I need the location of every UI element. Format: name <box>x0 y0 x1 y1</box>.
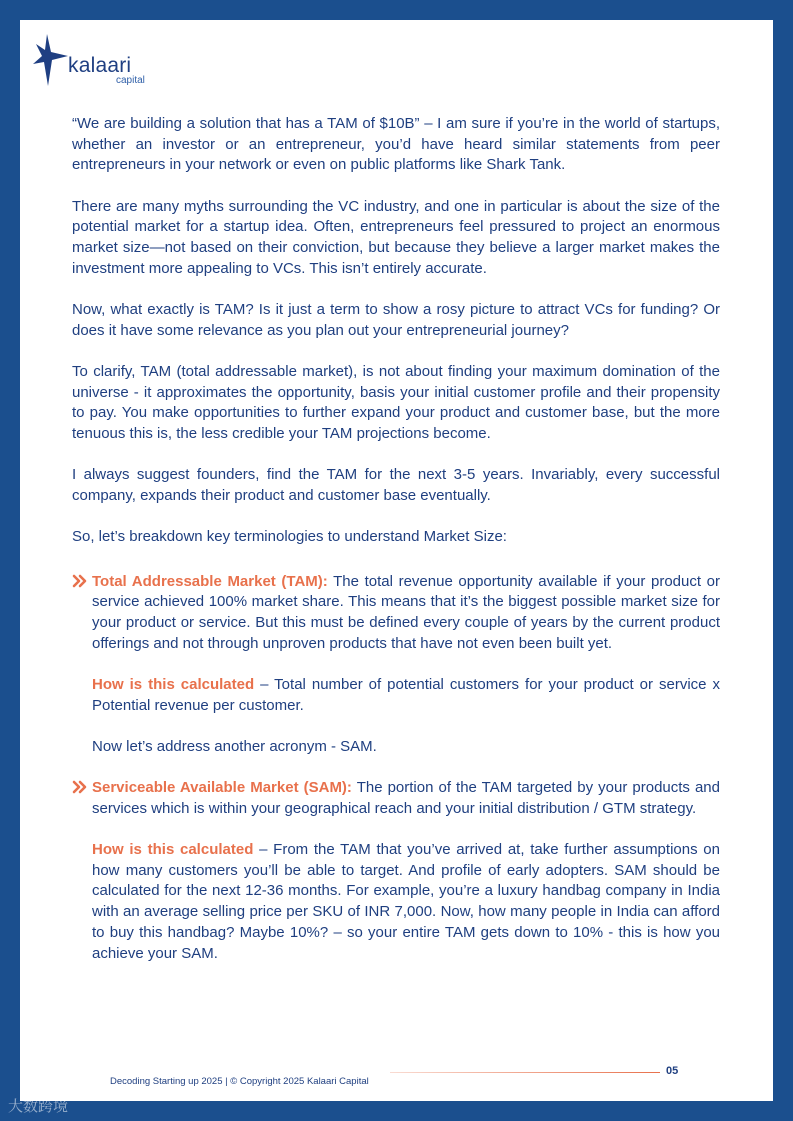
article-body <box>72 114 720 985</box>
paragraph-myths: There are many myths surrounding the VC industry, and one in particular is about the size of the potential market for a startup idea. Often, entrepreneurs feel pressured to project an enormous market size—not based on their conviction, but because they believe a larger market makes the investment more appealing to VCs. This isn’t entirely accurate. <box>72 197 720 277</box>
sam-calc-text: – From the TAM that you’ve arrived at, take further assumptions on how many customers you’ll be able to target. And profile of early adopters. SAM should be calculated for the next 12-36 months. For example, you’re a luxury handbag company in India with an average selling price per SKU of INR 7,000. Now, how many people in India can afford to buy this handbag? Maybe 10%? – so your entire TAM gets down to 10% - this is how you achieve your SAM. <box>92 841 720 962</box>
tam-calc-label: How is this calculated <box>92 676 255 694</box>
double-chevron-icon <box>72 780 88 794</box>
tam-calc-text: – Total number of potential customers for your product or service x Potential revenue per customer. <box>92 676 720 714</box>
sam-definition <box>92 778 720 819</box>
footer-copyright: Decoding Starting up 2025 | © Copyright 2025 Kalaari Capital <box>110 1076 369 1087</box>
star-logo-icon <box>32 32 72 88</box>
paragraph-intro: “We are building a solution that has a TAM of $10B” – I am sure if you’re in the world of startups, whether an investor or an entrepreneur, you’d have heard similar statements from peer entrepreneurs in your network or even on public platforms like Shark Tank. <box>72 115 720 174</box>
page-number: 05 <box>666 1065 679 1077</box>
paragraph-breakdown: So, let’s breakdown key terminologies to understand Market Size: <box>72 528 507 546</box>
paragraph-suggest: I always suggest founders, find the TAM for the next 3-5 years. Invariably, every successful company, expands their product and customer base eventually. <box>72 466 720 504</box>
document-page <box>20 20 773 1101</box>
paragraph-what-is-tam: Now, what exactly is TAM? Is it just a term to show a rosy picture to attract VCs for funding? Or does it have some relevance as you plan out your entrepreneurial journey? <box>72 300 720 339</box>
logo-wordmark: kalaari <box>68 54 132 77</box>
sam-section <box>72 778 720 964</box>
double-chevron-icon <box>72 574 88 588</box>
sam-term: Serviceable Available Market (SAM): <box>92 779 352 797</box>
tam-calculation <box>92 675 720 716</box>
tam-term: Total Addressable Market (TAM): <box>92 572 328 590</box>
tam-section <box>72 572 720 758</box>
sam-definition-text: The portion of the TAM targeted by your products and services which is within your geographical reach and your initial distribution / GTM strategy. <box>92 779 720 817</box>
sam-calculation <box>92 840 720 964</box>
paragraph-clarify: To clarify, TAM (total addressable market), is not about finding your maximum domination of the universe - it approximates the opportunity, basis your initial customer profile and their propensity to pay. You make opportunities to further expand your product and customer base, but the more tenuous this is, the less credible your TAM projections become. <box>72 362 720 442</box>
tam-transition: Now let’s address another acronym - SAM. <box>92 737 377 755</box>
logo-subtitle: capital <box>116 75 145 86</box>
sam-calc-label: How is this calculated <box>92 841 254 859</box>
footer-divider <box>390 1072 660 1073</box>
watermark: 大数跨境 <box>8 1098 69 1115</box>
tam-definition-text: The total revenue opportunity available if your product or service achieved 100% market share. This means that it’s the biggest possible market size for your product or service. But this must be defined every couple of years by the current product offerings and not through unproven products that have not even been built yet. <box>92 572 720 652</box>
tam-definition <box>92 572 720 655</box>
kalaari-logo <box>32 32 172 92</box>
